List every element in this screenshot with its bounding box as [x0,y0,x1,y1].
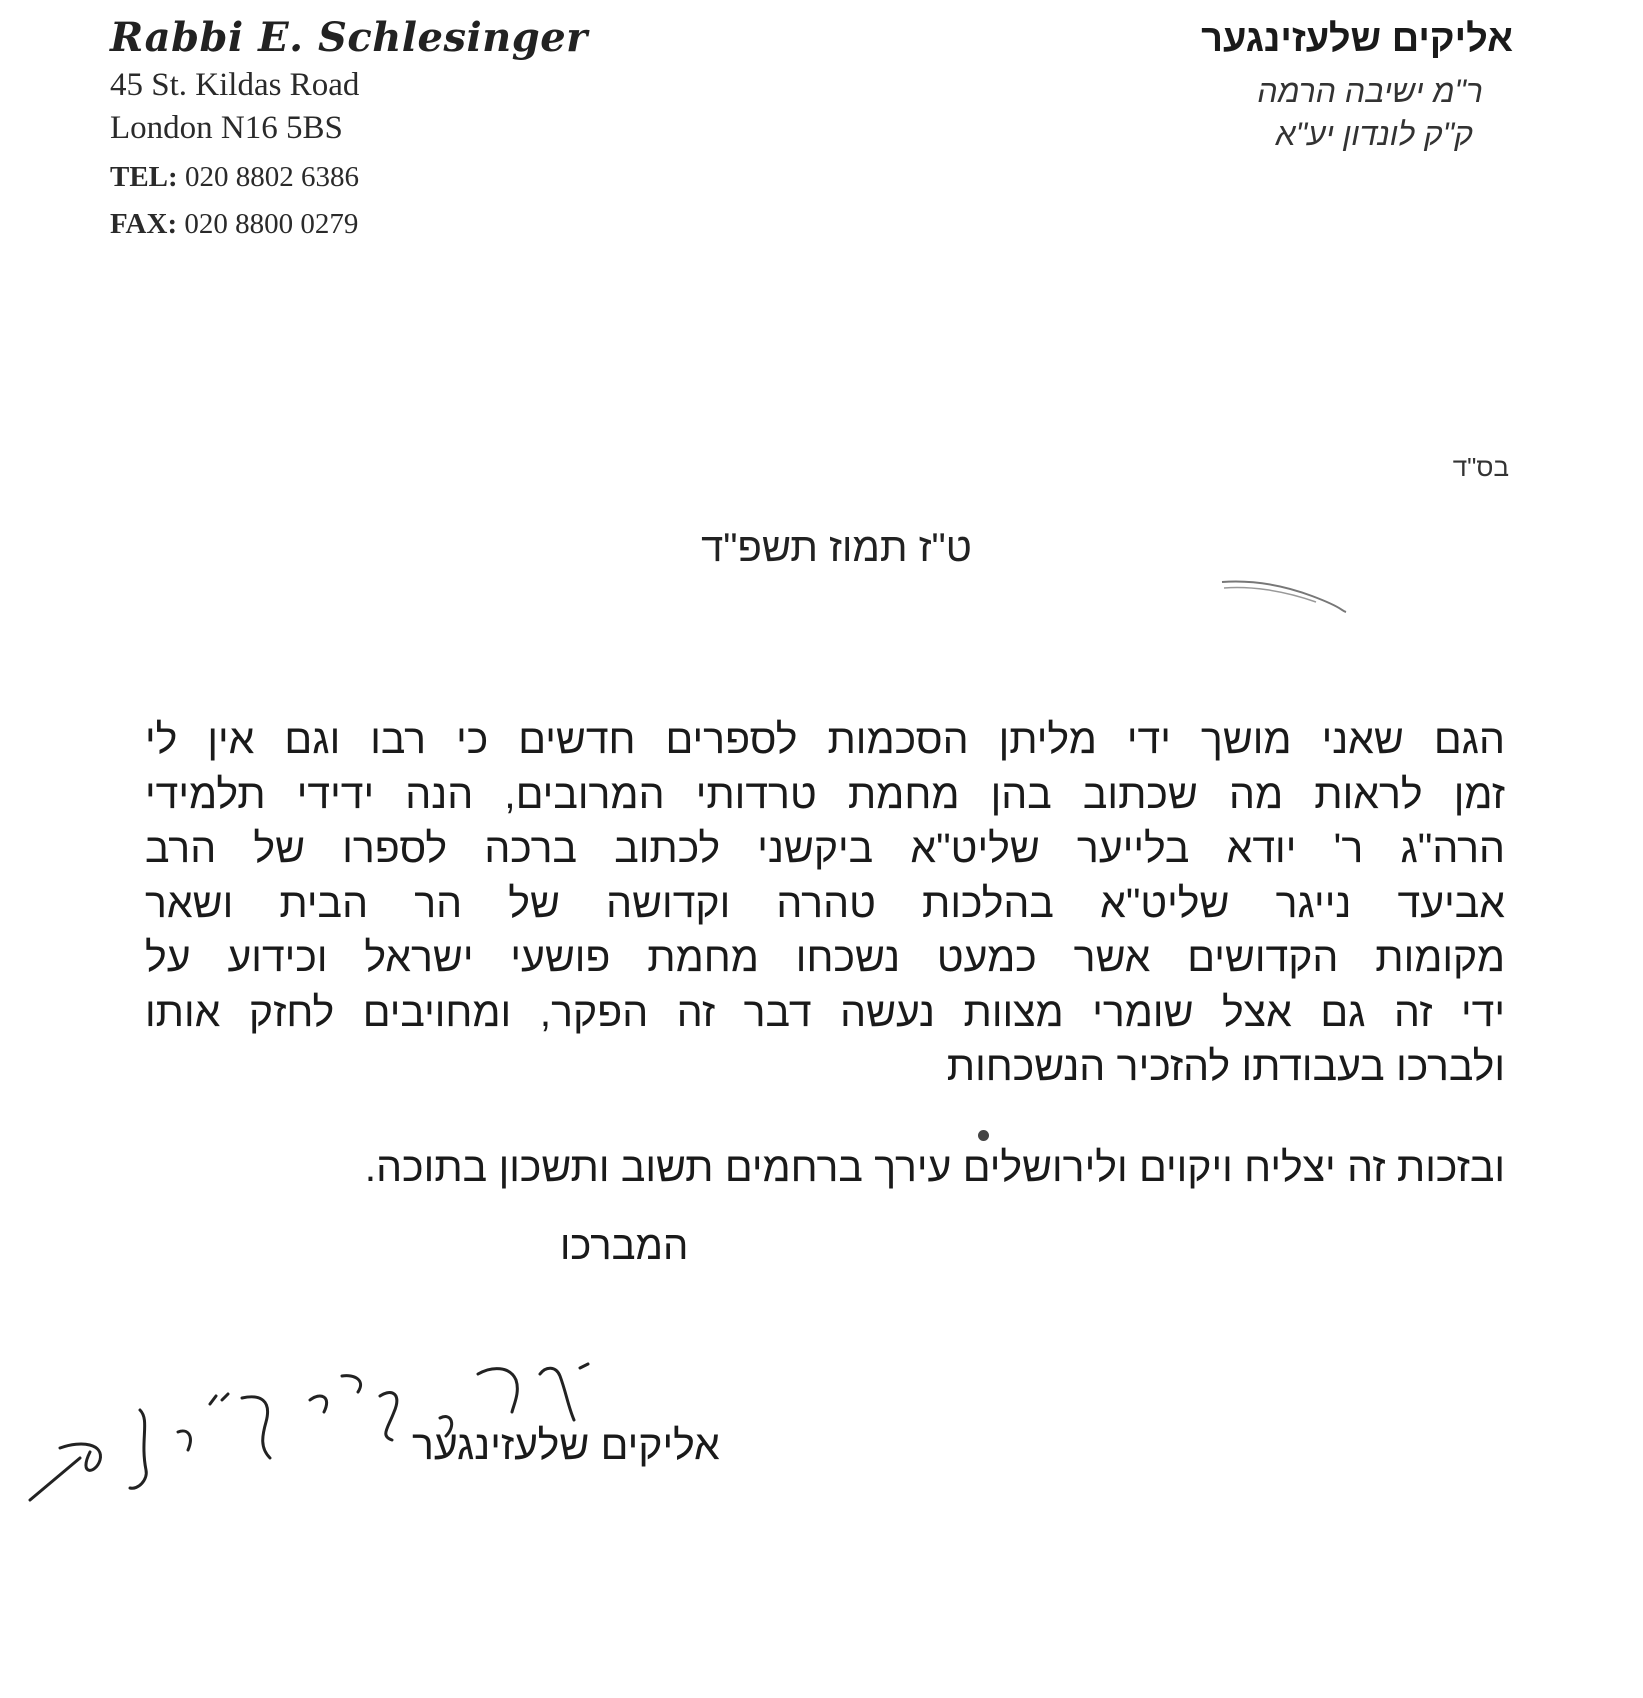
bsd-mark: בס"ד [1452,452,1509,482]
fax-value: 020 8800 0279 [184,208,359,240]
letter-date: ט"ז תמוז תשפ"ד [701,526,972,570]
fax-label: FAX: [110,208,178,240]
fax [110,208,588,241]
body-line: ידי זה גם אצל שומרי מצוות נעשה דבר זה הפקר, ומחויבים לחזק אותו [145,988,1505,1035]
hebrew-letterhead-name: אליקים שלעזינגער [1201,18,1513,60]
hebrew-letterhead [1201,18,1513,153]
english-letterhead [110,14,588,241]
letter-body [145,712,1505,1094]
body-line: זמן לראות מה שכתוב בהן מחמת טרדותי המרובים, הנה ידידי תלמידי [145,770,1505,817]
body-line: ולברכו בעבודתו להזכיר הנשכחות [946,1043,1505,1089]
closing-blessing: ובזכות זה יצליח ויקוים ולירושלים עירך ברחמים תשוב ותשכון בתוכה. [364,1144,1505,1190]
address-line-2: London N16 5BS [110,110,343,146]
pen-stroke-mark [1220,570,1350,620]
signer-name: אליקים שלעזינגער [412,1422,720,1468]
letterhead-name: Rabbi E. Schlesinger [110,14,588,61]
body-line: הגם שאני מושך ידי מליתן הסכמות לספרים חדשים כי רבו וגם אין לי [145,716,1505,762]
hebrew-letterhead-community: ק"ק לונדון יע"א [1275,116,1473,152]
body-line: הרה"ג ר' יודא בלייער שליט"א ביקשני לכתוב ברכה לספרו של הרב [145,825,1505,871]
body-line: אביעד נייגר שליט"א בהלכות טהרה וקדושה של הר הבית ושאר [145,879,1505,926]
tel-label: TEL: [110,161,178,193]
telephone [110,161,588,194]
farewell: המברכו [560,1224,689,1268]
hebrew-letterhead-title: ר"מ ישיבה הרמה [1257,73,1483,109]
tel-value: 020 8802 6386 [184,161,359,193]
body-line: מקומות הקדושים אשר כמעט נשכחו מחמת פושעי ישראל וכידוע על [145,934,1505,980]
address-line-1: 45 St. Kildas Road [110,67,360,103]
